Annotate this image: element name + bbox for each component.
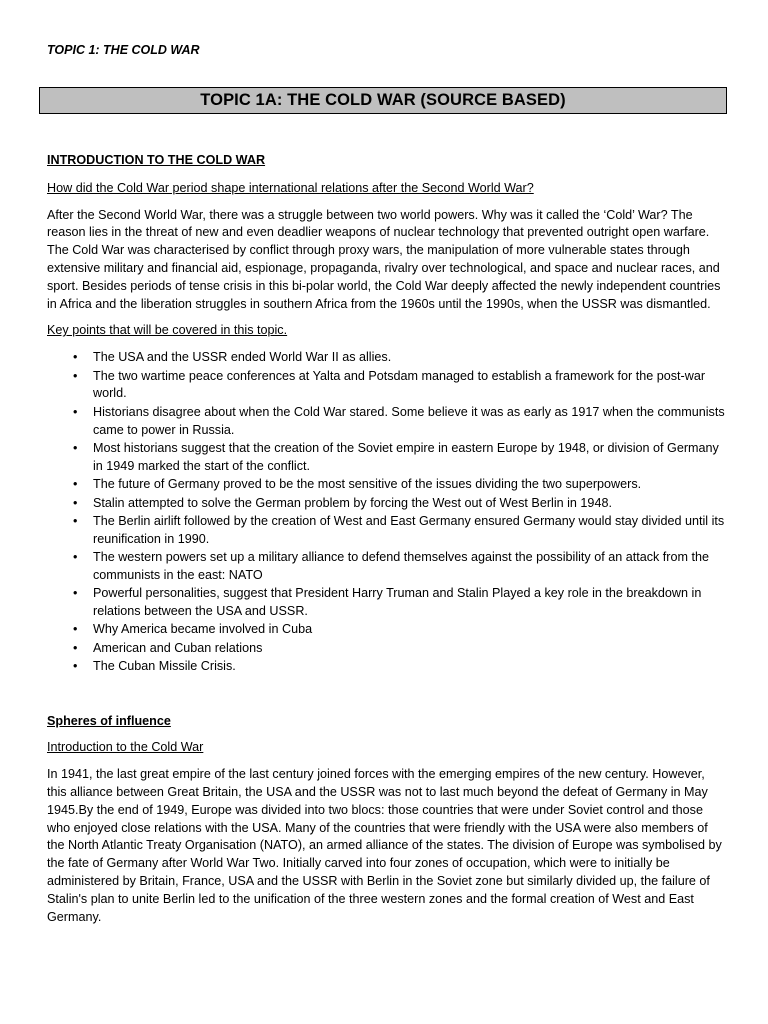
key-point-item: • Stalin attempted to solve the German problem by forcing the West out of West Berlin in 1948. [47, 495, 727, 513]
intro-paragraph: After the Second World War, there was a struggle between two world powers. Why was it called the ‘Cold’ War? The reason lies in the threat of new and even deadlier weapons of nuclear technology that prevented outright open warfare. The Cold War was characterised by conflict through proxy wars, the manipulation of more vulnerable states through extensive military and financial aid, espionage, propaganda, rivalry over technological, and space and nuclear races, and sport. Besides periods of tense crisis in this bi-polar world, the Cold War deeply affected the newly independent countries in Africa and the liberation struggles in southern Africa from the 1960s until the 1990s, when the USSR was dismantled. [47, 207, 721, 311]
key-point-item: • The USA and the USSR ended World War II as allies. [47, 349, 727, 367]
intro-question: How did the Cold War period shape international relations after the Second World War? [47, 180, 534, 195]
spheres-heading: Spheres of influence [47, 713, 171, 728]
key-point-item: • The western powers set up a military alliance to defend themselves against the possibility of an attack from the communists in the east: NATO [47, 549, 727, 585]
key-point-item: • Historians disagree about when the Cold War stared. Some believe it was as early as 1917 when the communists came to power in Russia. [47, 404, 727, 440]
key-point-item: • The two wartime peace conferences at Yalta and Potsdam managed to establish a framework for the post-war world. [47, 368, 727, 404]
section-spacer [47, 677, 727, 713]
key-point-item: • Why America became involved in Cuba [47, 621, 727, 639]
key-point-item: • The Cuban Missile Crisis. [47, 658, 727, 676]
key-points-label: Key points that will be covered in this topic. [47, 323, 288, 338]
spheres-paragraph: In 1941, the last great empire of the last century joined forces with the emerging empires of the new century. However, this alliance between Great Britain, the USA and the USSR was not to last much beyond the defeat of Germany in May 1945.By the end of 1949, Europe was divided into two blocs: those countries that were under Soviet control and those who enjoyed close relations with the USA. Many of the countries that were friendly with the USA were also members of the North Atlantic Treaty Organisation (NATO), an armed alliance of the states. The division of Europe was symbolised by the fate of Germany after World War Two. Initially carved into four zones of occupation, which were to initially be administered by Britain, France, USA and the USSR with Berlin in the Soviet zone but similarly divided up, the failure of Stalin's plan to unite Berlin led to the unification of the three western zones and the formal creation of West and East Germany. [47, 767, 722, 924]
spheres-subheading: Introduction to the Cold War [47, 740, 204, 755]
key-point-item: • Most historians suggest that the creation of the Soviet empire in eastern Europe by 1948, or division of Germany in 1949 marked the start of the conflict. [47, 440, 727, 476]
running-head: TOPIC 1: THE COLD WAR [47, 43, 200, 57]
document-body [47, 152, 727, 935]
key-point-item: • The future of Germany proved to be the most sensitive of the issues dividing the two superpowers. [47, 476, 727, 494]
key-points-list [47, 349, 727, 676]
intro-heading: INTRODUCTION TO THE COLD WAR [47, 153, 266, 167]
page-title: TOPIC 1A: THE COLD WAR (SOURCE BASED) [200, 91, 566, 109]
title-banner [39, 87, 727, 114]
key-point-item: • Powerful personalities, suggest that President Harry Truman and Stalin Played a key role in the breakdown in relations between the USA and USSR. [47, 585, 727, 621]
key-point-item: • American and Cuban relations [47, 640, 727, 658]
key-point-item: • The Berlin airlift followed by the creation of West and East Germany ensured Germany would stay divided until its reunification in 1990. [47, 513, 727, 549]
